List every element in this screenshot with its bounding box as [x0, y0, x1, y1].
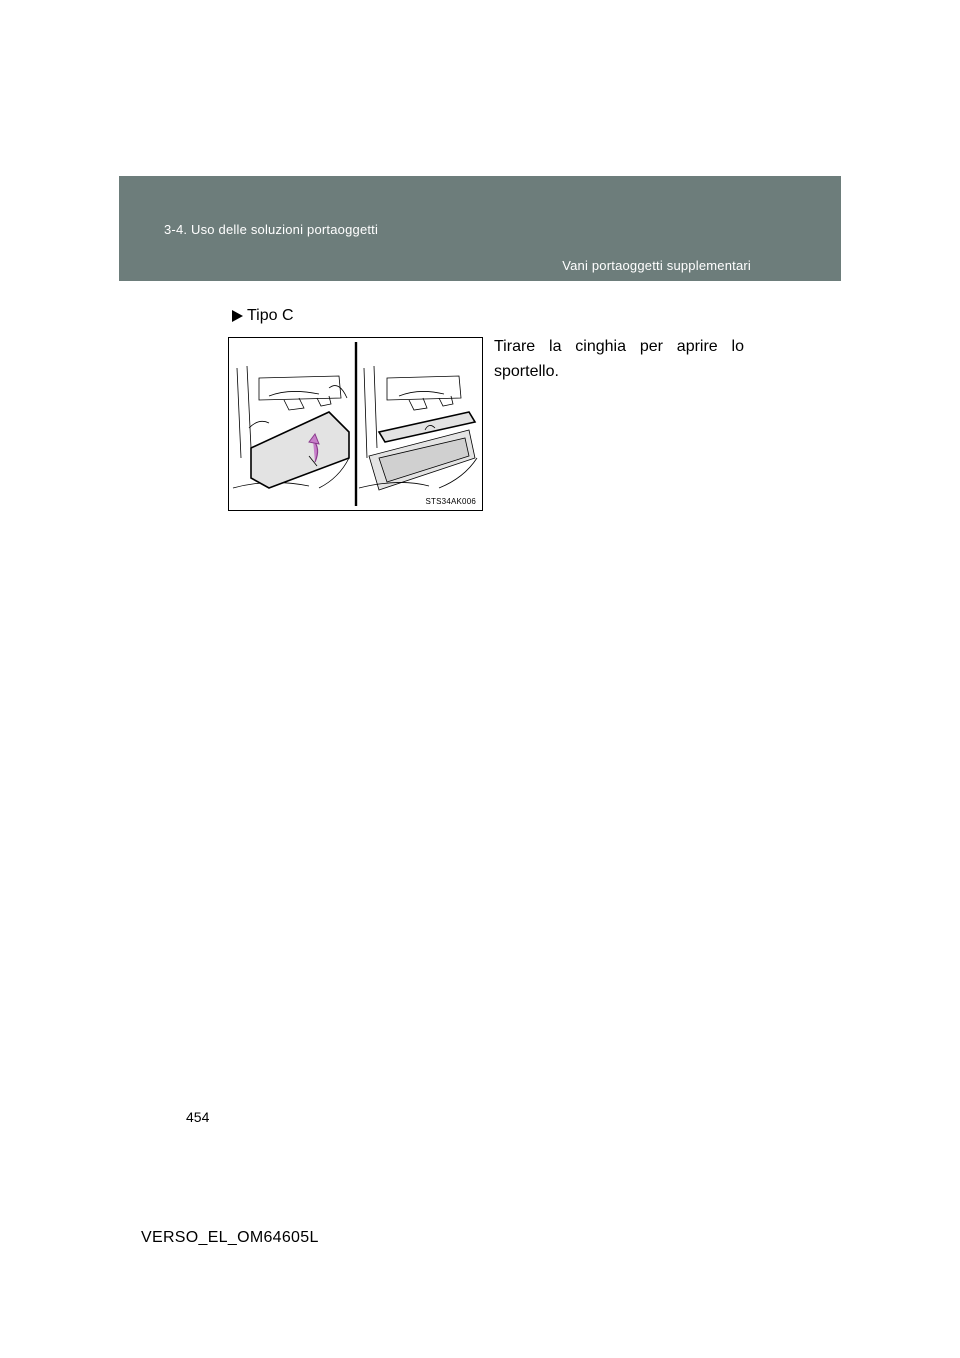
- page-number: 454: [186, 1109, 210, 1125]
- instruction-text: Tirare la cinghia per aprire lo sportello.: [494, 338, 744, 380]
- storage-illustration: [228, 337, 483, 511]
- type-label-text: Tipo C: [247, 307, 294, 324]
- subsection-title: Vani portaoggetti supplementari: [562, 258, 751, 273]
- header-band: [119, 176, 841, 281]
- section-title: 3-4. Uso delle soluzioni portaoggetti: [164, 222, 379, 237]
- illustration-drawing: [229, 338, 482, 510]
- document-code: VERSO_EL_OM64605L: [141, 1229, 319, 1246]
- triangle-right-icon: [232, 310, 243, 322]
- type-label: [232, 307, 294, 325]
- figure-code: STS34AK006: [425, 497, 476, 506]
